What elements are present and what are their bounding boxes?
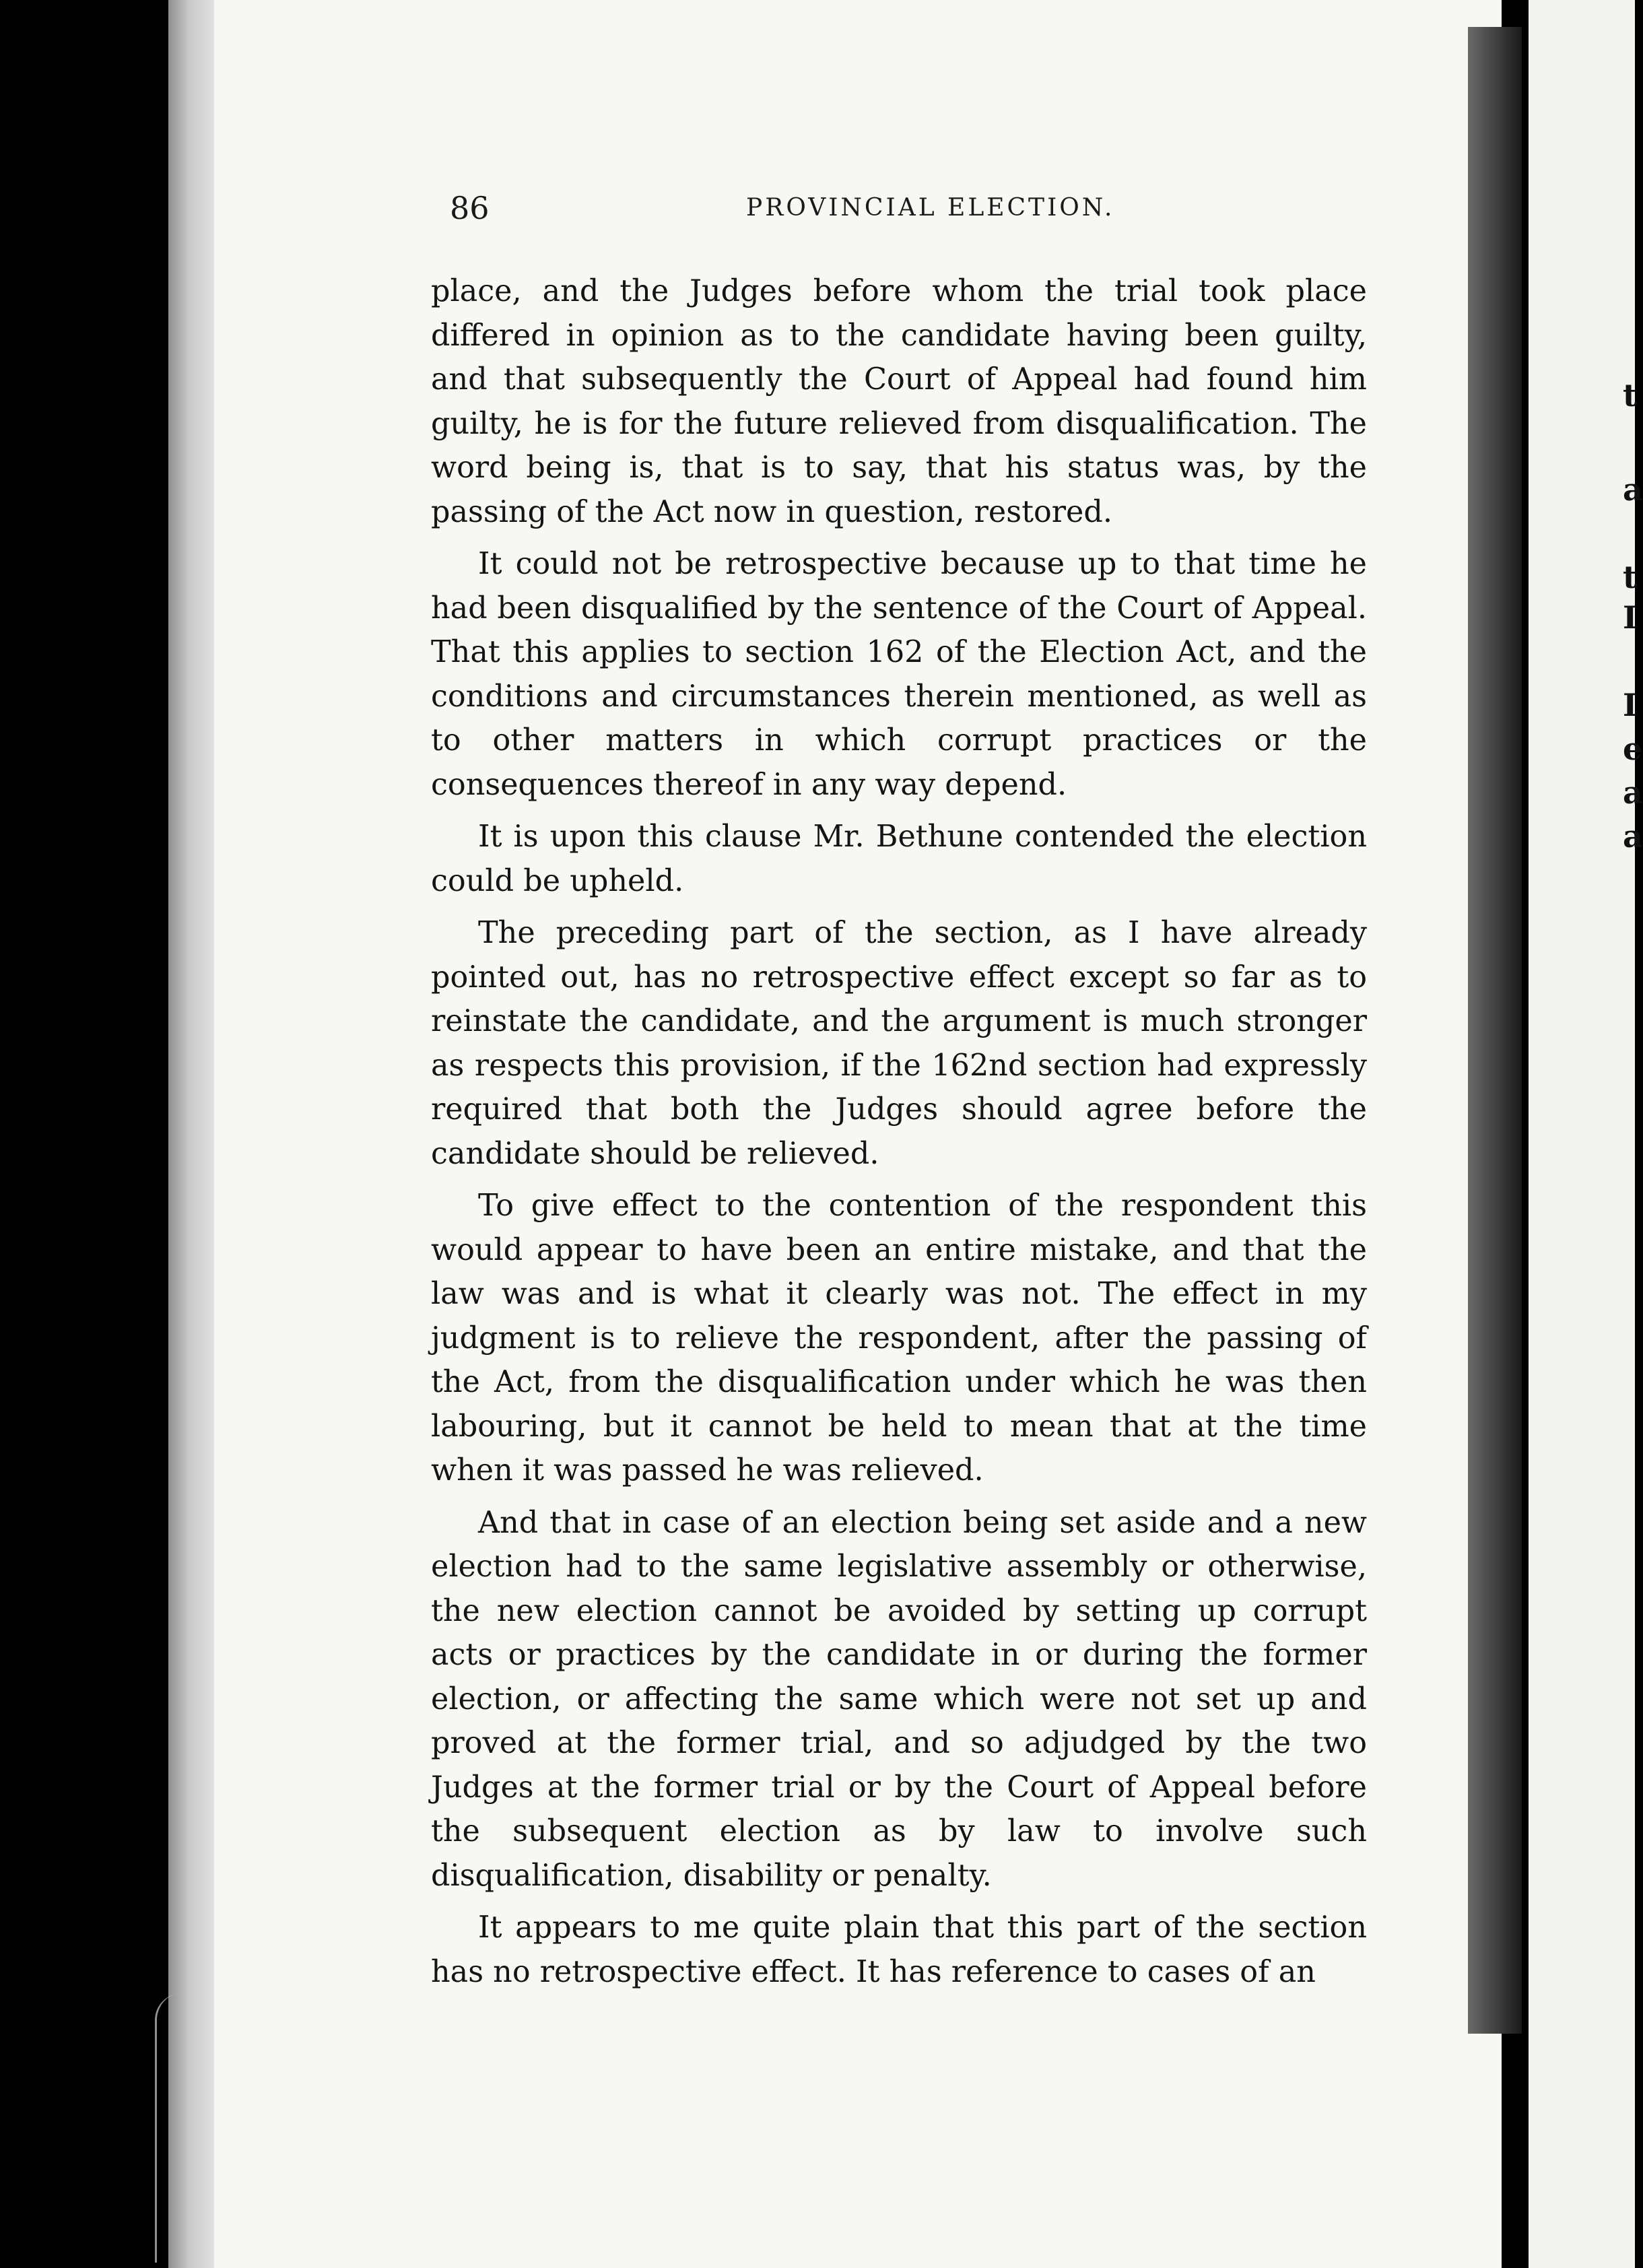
facing-page-fragment: I xyxy=(1623,599,1638,636)
facing-page-fragment: a xyxy=(1623,471,1643,508)
facing-page-fragment: a xyxy=(1623,818,1643,855)
paragraph: To give effect to the contention of the respondent this would appear to have been an entire mistake, and that the law was and is what it clearly was not. The effect in my judgment is to relieve the respondent, after the passing of the Act, from the disqualification under which he was then labouring, but it cannot be held to mean that at the time when it was passed he was relieved. xyxy=(431,1189,1367,1488)
paragraph: The preceding part of the section, as I have already pointed out, has no retrospective effect except so far as to reinstate the candidate, and the argument is much stronger as respects this provision, if the 162nd section had expressly required that both the Judges should agree before the candidate should be relieved. xyxy=(431,916,1367,1171)
paragraph: And that in case of an election being set aside and a new election had to the same legislative assembly or otherwise, the new election cannot be avoided by setting up corrupt acts or practices by the candidate in or during the former election, or affecting the same which were not set up and proved at the former trial, and so adjudged by the two Judges at the former trial or by the Court of Appeal before the subsequent election as by law to involve such disqualification, disability or penalty. xyxy=(431,1505,1367,1893)
facing-page-strip xyxy=(1529,0,1643,2268)
facing-page-fragment: I xyxy=(1623,687,1638,723)
facing-page-fragment: t xyxy=(1623,559,1638,595)
page-number: 86 xyxy=(450,190,490,226)
page-header xyxy=(450,190,1366,237)
page-fold-shadow xyxy=(1468,27,1522,2034)
paragraph: It is upon this clause Mr. Bethune contended the election could be upheld. xyxy=(431,820,1367,898)
facing-page-fragment: e xyxy=(1623,731,1643,767)
body-text xyxy=(431,269,1367,2002)
facing-page-fragment: t xyxy=(1623,377,1638,413)
book-gutter-edge xyxy=(168,0,215,2268)
paragraph: It appears to me quite plain that this part of the section has no retrospective effect. It has reference to cases of an xyxy=(431,1910,1367,1989)
paragraph: place, and the Judges before whom the trial took place differed in opinion as to the candidate having been guilty, and that subsequently the Court of Appeal had found him guilty, he is for the future relieved from disqualification. The word being is, that is to say, that his status was, by the passing of the Act now in question, restored. xyxy=(431,274,1367,529)
facing-page-fragment: a xyxy=(1623,774,1643,811)
scan-artifact-curve xyxy=(155,1993,184,2263)
paragraph: It could not be retrospective because up to that time he had been disqualified by the sentence of the Court of Appeal. That this applies to section 162 of the Election Act, and the conditions and circumstances therein mentioned, as well as to other matters in which corrupt practices or the consequences thereof in any way depend. xyxy=(431,547,1367,802)
running-head: PROVINCIAL ELECTION. xyxy=(746,194,1115,222)
